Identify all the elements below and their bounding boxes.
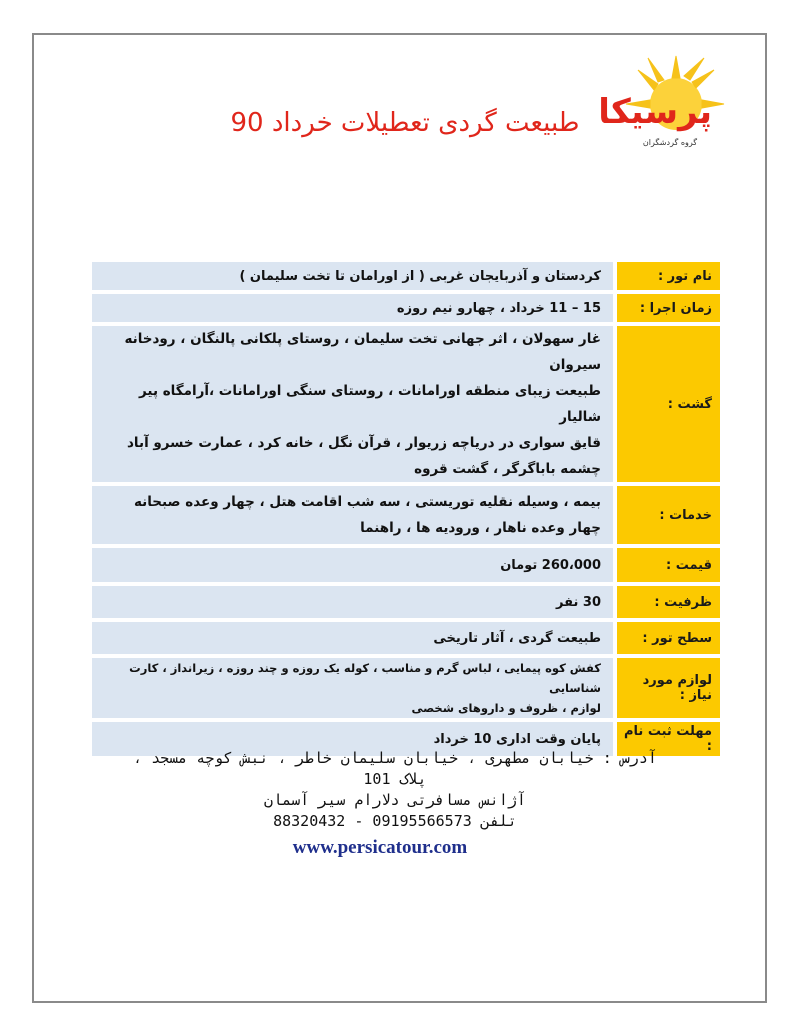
row-date xyxy=(92,294,720,322)
value-line: بیمه ، وسیله نقلیه توریستی ، سه شب اقامت هتل ، چهار وعده صبحانه xyxy=(133,494,601,510)
label-services: خدمات : xyxy=(617,486,720,544)
phone-numbers: تلفن 09195566573 - 88320432 xyxy=(273,812,517,830)
value-line: 15 – 11 خرداد ، چهارو نیم روزه xyxy=(396,300,601,316)
value-line: غار سهولان ، اثر جهانی تخت سلیمان ، روستای پلکانی پالنگان ، رودخانه سیروان xyxy=(124,331,601,373)
logo-caption: گروه گردشگران xyxy=(642,138,698,147)
value-line: پایان وقت اداری 10 خرداد xyxy=(433,731,601,747)
page-title: طبیعت گردی تعطیلات خرداد 90 xyxy=(230,108,580,138)
row-tour-name xyxy=(92,262,720,290)
label-equipment: لوازم مورد نیاز : xyxy=(617,658,720,718)
address-line: آدرس : خیابان مطهری ، خیابان سلیمان خاطر ، نبش کوچه مسجد ، xyxy=(133,749,657,767)
value-date xyxy=(92,294,613,322)
value-tour-level xyxy=(92,622,613,654)
label-deadline: مهلت ثبت نام : xyxy=(617,722,720,756)
row-equipment xyxy=(92,658,720,718)
address-plaque: پلاک 101 xyxy=(363,770,427,788)
label-date: زمان اجرا : xyxy=(617,294,720,322)
value-line: طبیعت گردی ، آثار تاریخی xyxy=(433,630,601,646)
row-itinerary xyxy=(92,326,720,482)
value-line: 30 نفر xyxy=(556,594,601,610)
row-price xyxy=(92,548,720,582)
row-services xyxy=(92,486,720,544)
value-services xyxy=(92,486,613,544)
value-line: کفش کوه پیمایی ، لباس گرم و مناسب ، کوله یک روزه و چند روزه ، زیرانداز ، کارت شناسایی xyxy=(129,661,601,695)
logo-text: پرسیکا xyxy=(598,92,712,132)
value-line: چشمه باباگرگر ، گشت قروه xyxy=(414,461,601,477)
label-itinerary: گشت : xyxy=(617,326,720,482)
row-capacity xyxy=(92,586,720,618)
value-tour-name xyxy=(92,262,613,290)
label-tour-name: نام تور : xyxy=(617,262,720,290)
label-tour-level: سطح تور : xyxy=(617,622,720,654)
value-line: طبیعت زیبای منطقه اورامانات ، روستای سنگی اورامانات ،آرامگاه پیر شالیار xyxy=(139,383,601,425)
value-equipment xyxy=(92,658,613,718)
address-block xyxy=(45,748,745,832)
agency-name: آژانس مسافرتی دلارام سیر آسمان xyxy=(264,791,526,809)
label-capacity: ظرفیت : xyxy=(617,586,720,618)
label-price: قیمت : xyxy=(617,548,720,582)
tour-info-table xyxy=(92,258,720,760)
value-line: لوازم ، ظروف و داروهای شخصی xyxy=(411,701,601,715)
value-capacity xyxy=(92,586,613,618)
value-line: کردستان و آذربایجان غربی ( از اورامان تا تخت سلیمان ) xyxy=(239,268,601,284)
row-tour-level xyxy=(92,622,720,654)
website-link[interactable]: www.persicatour.com xyxy=(292,837,468,858)
value-price xyxy=(92,548,613,582)
value-itinerary xyxy=(92,326,613,482)
value-line: قایق سواری در دریاچه زریوار ، قرآن نگل ، خانه کرد ، عمارت خسرو آباد xyxy=(127,435,601,451)
value-line: چهار وعده ناهار ، ورودیه ها ، راهنما xyxy=(360,520,601,536)
value-line: 260،000 تومان xyxy=(500,557,601,573)
